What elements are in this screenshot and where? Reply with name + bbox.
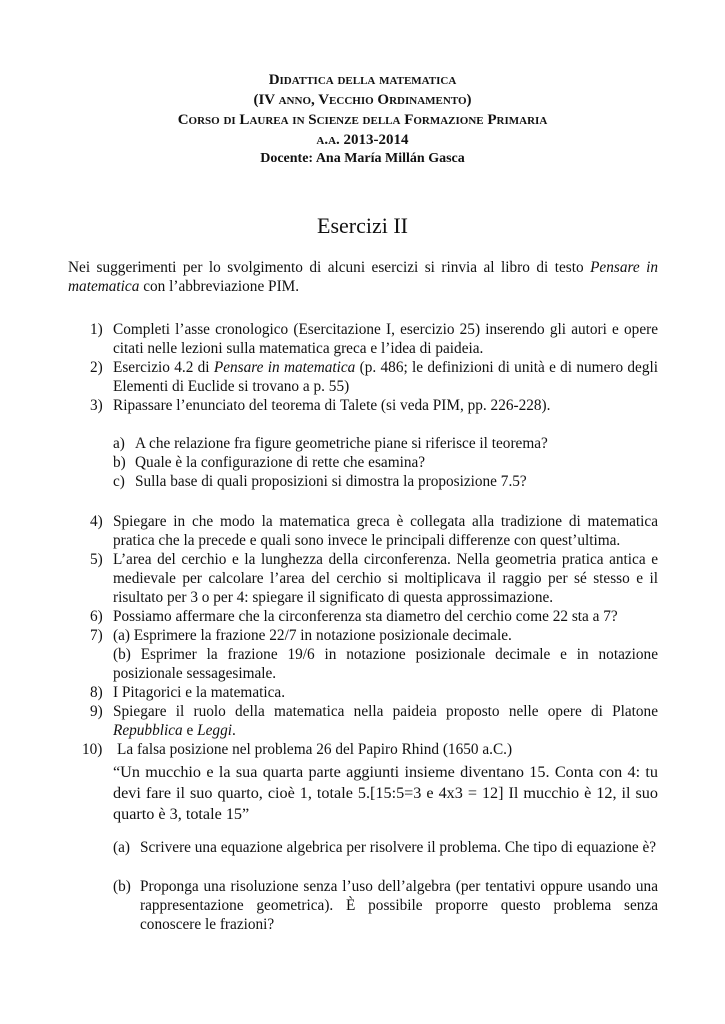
- subitem-letter: (a): [113, 839, 130, 856]
- item-number: 9): [90, 703, 103, 720]
- exercise-item: L’area del cerchio e la lunghezza della circonferenza. Nella geometria pratica antica e medievale per calcolare l’area del cerchio si moltiplicava il raggio per sé stesso e il risultato per 3 o per 4: spiegare il significato di questa approssimazione.: [113, 551, 658, 606]
- page-title: Esercizi II: [317, 213, 408, 238]
- item-text: e: [182, 722, 198, 739]
- exercise-item: I Pitagorici e la matematica.: [113, 684, 286, 701]
- exercise-item: La falsa posizione nel problema 26 del Papiro Rhind (1650 a.C.): [117, 741, 513, 758]
- item-number: 2): [90, 359, 103, 376]
- item-number: 6): [90, 608, 103, 625]
- subitem: Proponga una risoluzione senza l’uso dell’algebra (per tentativi oppure usando una rappresentazione geometrica). È possibile proporre questo problema senza conoscere le frazioni?: [140, 878, 658, 933]
- book-title: Pensare in matematica: [213, 359, 356, 376]
- item-text: Spiegare il ruolo della matematica nella paideia proposto nelle opere di Platone: [113, 703, 658, 720]
- subitem: Scrivere una equazione algebrica per risolvere il problema. Che tipo di equazione è?: [140, 839, 657, 856]
- exercise-item: Ripassare l’enunciato del teorema di Talete (si veda PIM, pp. 226-228).: [113, 397, 551, 414]
- course-year: (IV anno, Vecchio Ordinamento): [253, 92, 472, 108]
- item-number: 8): [90, 684, 103, 701]
- item-number: 10): [82, 741, 103, 758]
- item-text: Esercizio 4.2 di: [113, 359, 214, 376]
- subitem-letter: a): [113, 435, 125, 452]
- work-title: Leggi: [197, 722, 232, 739]
- work-title: Repubblica: [113, 722, 183, 739]
- exercise-item: [113, 358, 658, 396]
- item-number: 1): [90, 321, 103, 338]
- subitem-letter: c): [113, 473, 125, 490]
- intro-text-end: con l’abbreviazione PIM.: [139, 278, 300, 295]
- intro-text: Nei suggerimenti per lo svolgimento di alcuni esercizi si rinvia al libro di testo: [68, 259, 591, 276]
- exercise-item: (b) Esprimer la frazione 19/6 in notazione posizionale decimale e in notazione posizionale sessagesimale.: [113, 646, 658, 682]
- degree-program: Corso di Laurea in Scienze della Formazione Primaria: [177, 112, 548, 128]
- subitem-letter: (b): [113, 878, 131, 895]
- item-text: .: [231, 722, 236, 739]
- intro-paragraph: [68, 258, 658, 296]
- subitem: Quale è la configurazione di rette che esamina?: [135, 454, 426, 471]
- item-text: (p. 486; le definizioni di unità e di numero degli Elementi di Euclide si trovano a p. 55): [113, 359, 658, 395]
- exercise-item: Possiamo affermare che la circonferenza sta diametro del cerchio come 22 sta a 7?: [113, 608, 618, 625]
- subitem-letter: b): [113, 454, 126, 471]
- exercise-item: Completi l’asse cronologico (Esercitazione I, esercizio 25) inserendo gli autori e opere citati nelle lezioni sulla matematica greca e l’idea di paideia.: [113, 321, 658, 357]
- papyrus-quote: “Un mucchio e la sua quarta parte aggiunti insieme diventano 15. Conta con 4: tu devi fare il suo quarto, cioè 1, totale 5.[15:5=3 e 4x3 = 12] Il mucchio è 12, il suo quarto è 3, totale 15”: [113, 763, 658, 823]
- item-number: 7): [90, 627, 103, 644]
- subitem: Sulla base di quali proposizioni si dimostra la proposizione 7.5?: [135, 473, 527, 490]
- exercise-item: [113, 702, 658, 740]
- item-number: 4): [90, 513, 103, 530]
- course-title: Didattica della matematica: [268, 72, 457, 88]
- academic-year: a.a. 2013-2014: [316, 132, 409, 148]
- subitem: A che relazione fra figure geometriche piane si riferisce il teorema?: [135, 435, 548, 452]
- exercise-item: Spiegare in che modo la matematica greca è collegata alla tradizione di matematica pratica che la precede e quali sono invece le principali differenze con quest’ultima.: [113, 513, 658, 549]
- item-number: 3): [90, 397, 103, 414]
- exercise-item: (a) Esprimere la frazione 22/7 in notazione posizionale decimale.: [113, 627, 512, 644]
- item-number: 5): [90, 551, 103, 568]
- teacher-name: Docente: Ana María Millán Gasca: [260, 151, 465, 166]
- book-title: Pensare in matematica: [68, 259, 658, 295]
